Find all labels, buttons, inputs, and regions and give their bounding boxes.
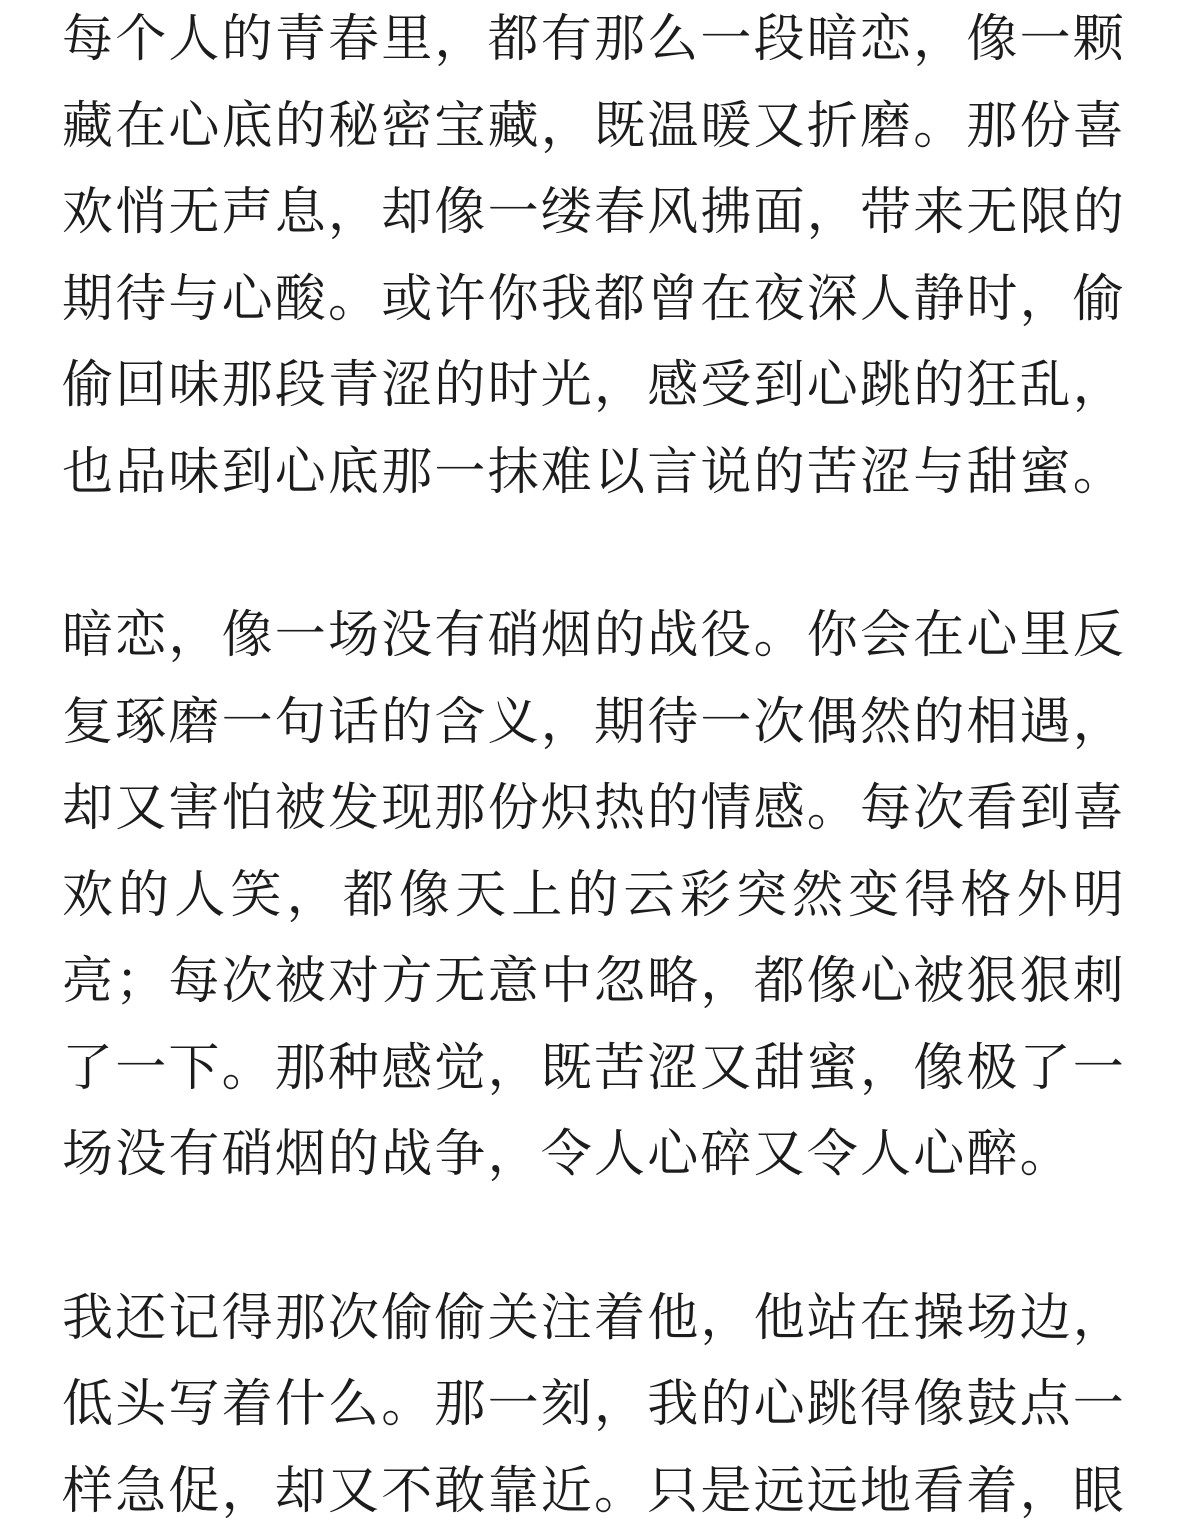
article-body [62,0,1126,1535]
paragraph-3: 我还记得那次偷偷关注着他，他站在操场边，低头写着什么。那一刻，我的心跳得像鼓点一样急促，却又不敢靠近。只是远远地看着，眼 [62,1276,1126,1535]
paragraph-2: 暗恋，像一场没有硝烟的战役。你会在心里反复琢磨一句话的含义，期待一次偶然的相遇，却又害怕被发现那份炽热的情感。每次看到喜欢的人笑，都像天上的云彩突然变得格外明亮；每次被对方无意中忽略，都像心被狠狠刺了一下。那种感觉，既苦涩又甜蜜，像极了一场没有硝烟的战争，令人心碎又令人心醉。 [62,593,1126,1199]
paragraph-1: 每个人的青春里，都有那么一段暗恋，像一颗藏在心底的秘密宝藏，既温暖又折磨。那份喜欢悄无声息，却像一缕春风拂面，带来无限的期待与心酸。或许你我都曾在夜深人静时，偷偷回味那段青涩的时光，感受到心跳的狂乱，也品味到心底那一抹难以言说的苦涩与甜蜜。 [62,0,1126,516]
